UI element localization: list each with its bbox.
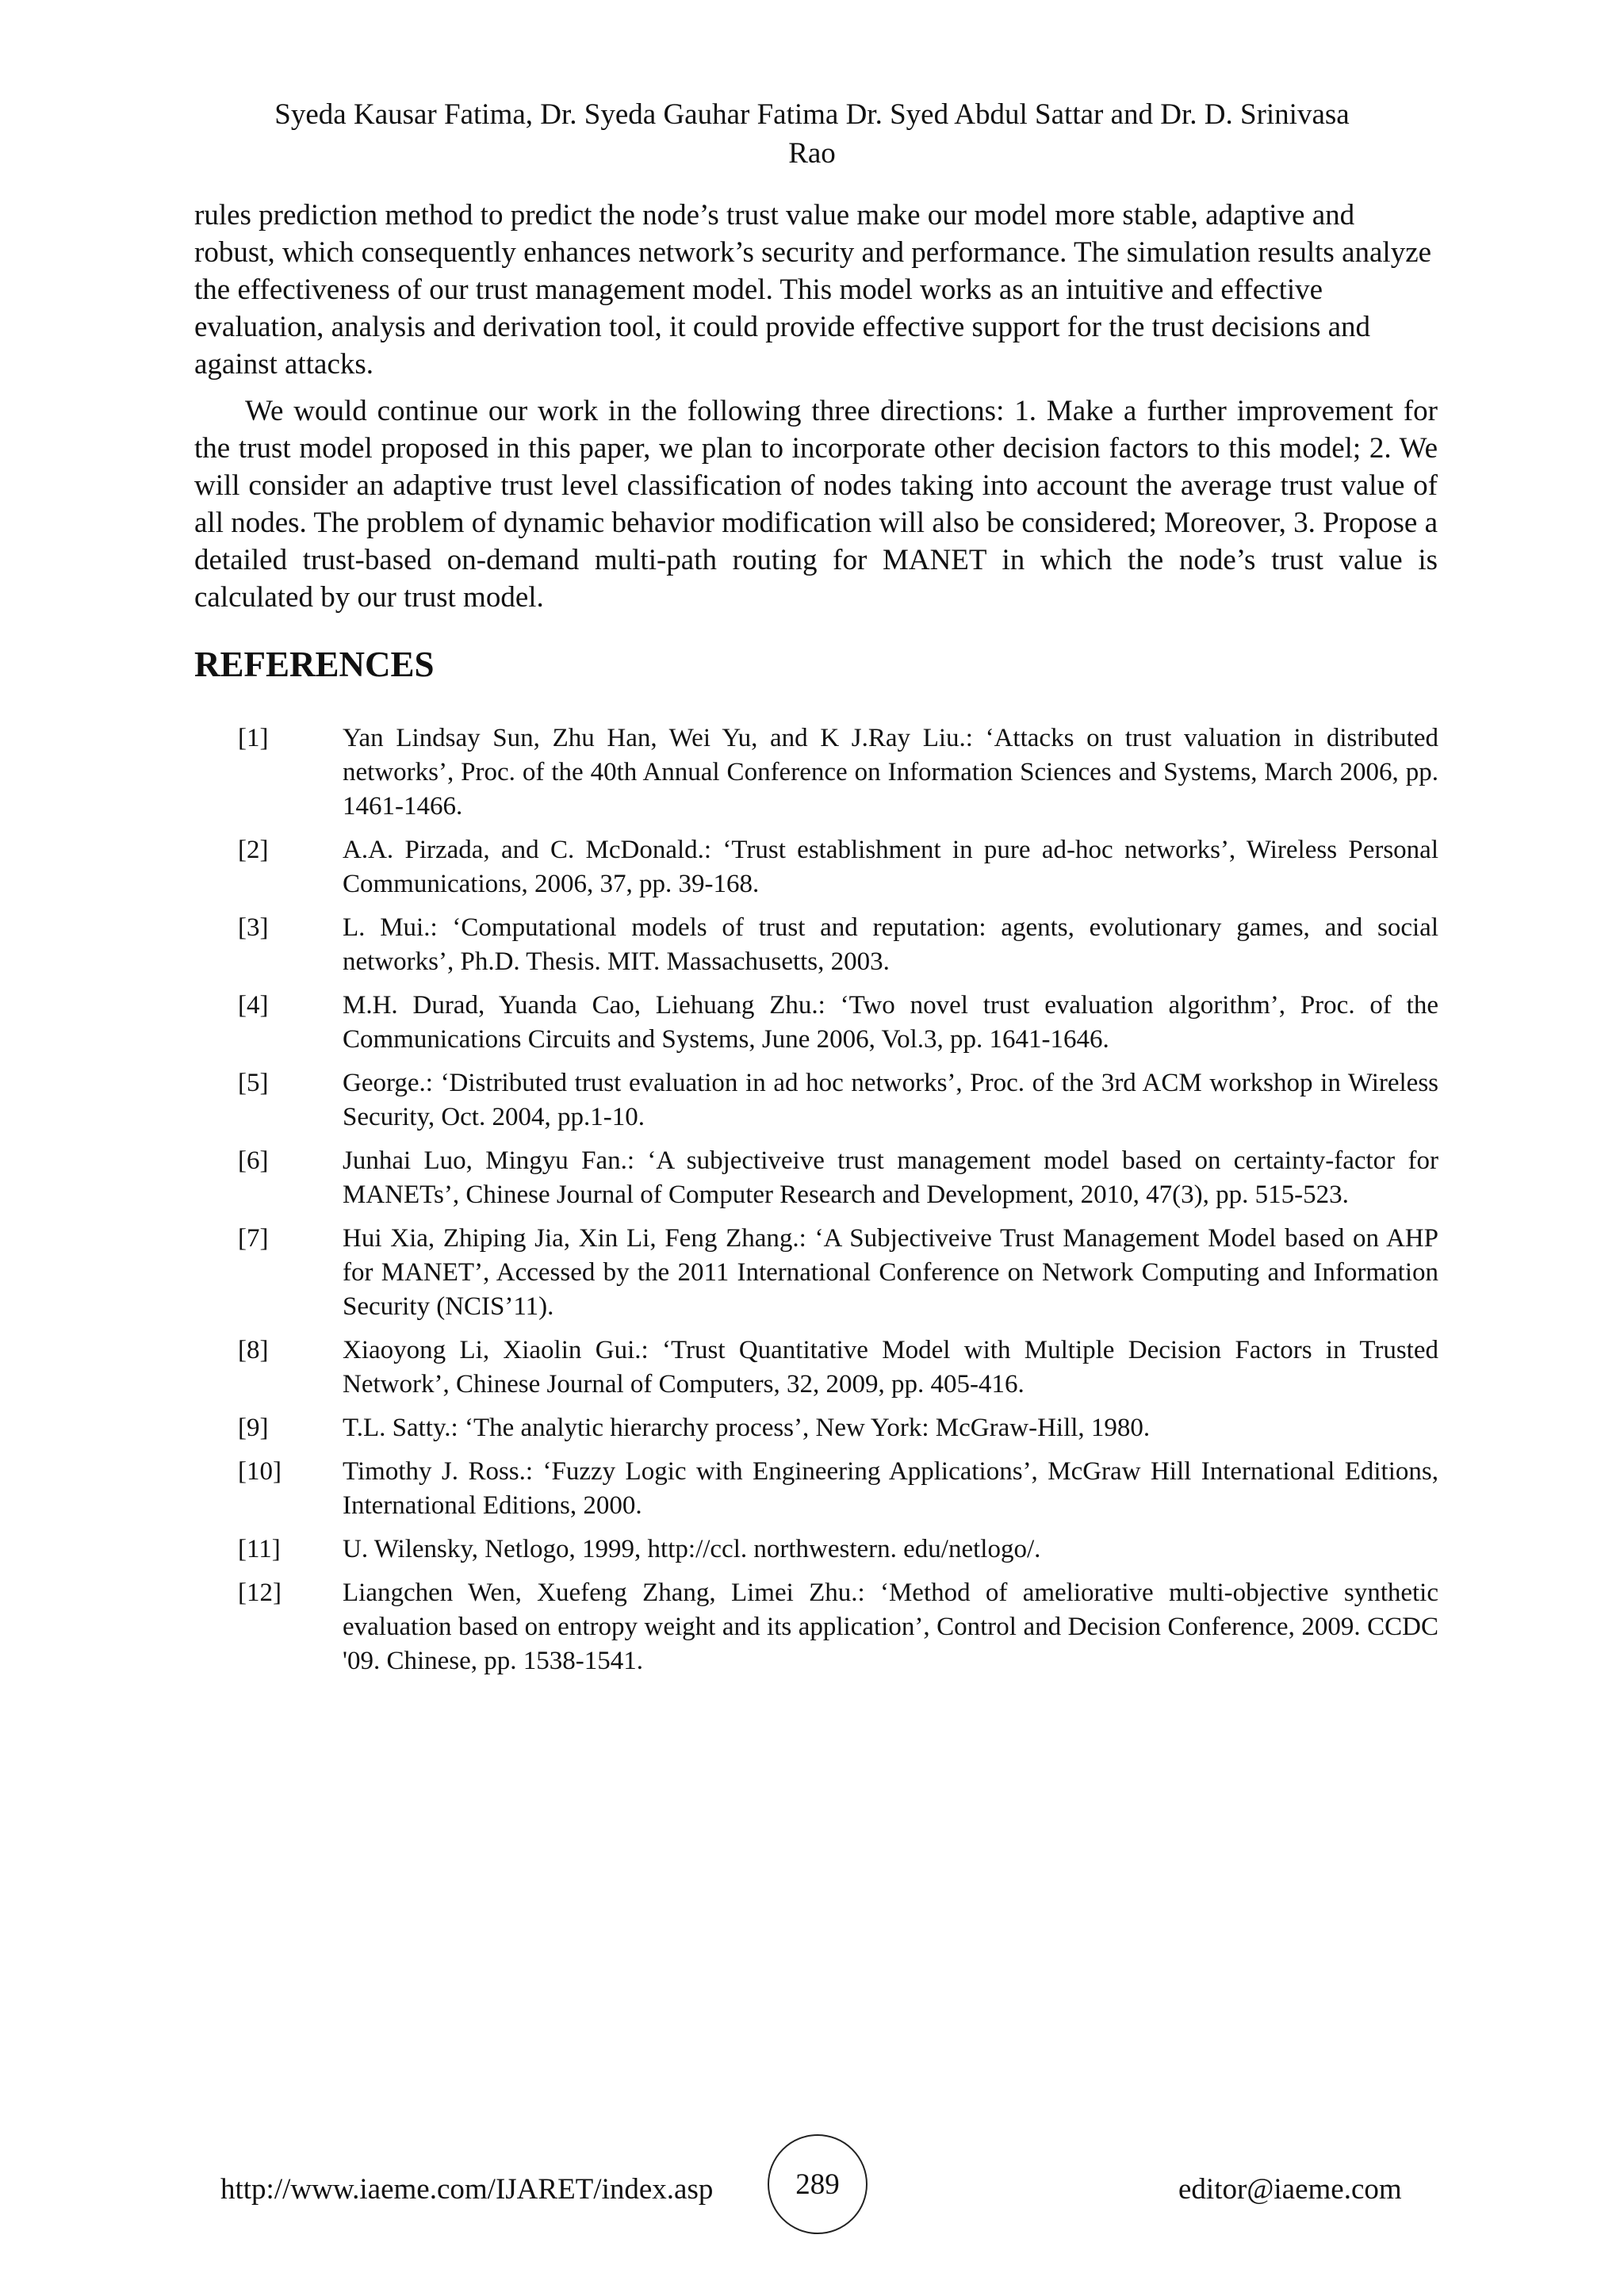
reference-number: [1] xyxy=(238,724,269,752)
page-number-circle xyxy=(768,2134,868,2234)
reference-number: [3] xyxy=(238,913,269,942)
reference-text: Timothy J. Ross.: ‘Fuzzy Logic with Engineering Applications’, McGraw Hill International Editions, International Editions, 2000. xyxy=(343,1457,1438,1520)
header-authors-line1: Syeda Kausar Fatima, Dr. Syeda Gauhar Fatima Dr. Syed Abdul Sattar and Dr. D. Srinivasa xyxy=(274,98,1350,131)
reference-text: Yan Lindsay Sun, Zhu Han, Wei Yu, and K J.Ray Liu.: ‘Attacks on trust valuation in distributed networks’, Proc. of the 40th Annual Conference on Information Sciences and Systems, March 2006, pp. 1461-1466. xyxy=(343,724,1438,821)
reference-item xyxy=(238,1066,1438,1135)
reference-text: L. Mui.: ‘Computational models of trust and reputation: agents, evolutionary games, and social networks’, Ph.D. Thesis. MIT. Massachusetts, 2003. xyxy=(343,913,1438,976)
reference-text: Junhai Luo, Mingyu Fan.: ‘A subjectiveive trust management model based on certainty-factor for MANETs’, Chinese Journal of Computer Research and Development, 2010, 47(3), pp. 515-523. xyxy=(343,1146,1438,1209)
reference-text: Hui Xia, Zhiping Jia, Xin Li, Feng Zhang.: ‘A Subjectiveive Trust Management Model based on AHP for MANET’, Accessed by the 2011 International Conference on Network Computing and Information Security (NCIS’11). xyxy=(343,1224,1438,1321)
reference-number: [6] xyxy=(238,1146,269,1175)
reference-text: Xiaoyong Li, Xiaolin Gui.: ‘Trust Quantitative Model with Multiple Decision Factors in Trusted Network’, Chinese Journal of Computers, 32, 2009, pp. 405-416. xyxy=(343,1336,1438,1399)
reference-number: [7] xyxy=(238,1224,269,1253)
reference-list xyxy=(238,721,1438,1688)
reference-item xyxy=(238,833,1438,901)
reference-number: [10] xyxy=(238,1457,282,1486)
header-authors-line2: Rao xyxy=(788,137,836,170)
reference-number: [5] xyxy=(238,1069,269,1097)
reference-text: George.: ‘Distributed trust evaluation in ad hoc networks’, Proc. of the 3rd ACM workshop in Wireless Security, Oct. 2004, pp.1-10. xyxy=(343,1069,1438,1131)
reference-number: [12] xyxy=(238,1578,282,1607)
page-footer xyxy=(0,2131,1624,2242)
footer-url[interactable]: http://www.iaeme.com/IJARET/index.asp xyxy=(220,2173,714,2206)
paragraph-future-work: We would continue our work in the following three directions: 1. Make a further improvement for the trust model proposed in this paper, we plan to incorporate other decision factors to this model; 2. We will consider an adaptive trust level classification of nodes taking into account the average trust value of all nodes. The problem of dynamic behavior modification will also be considered; Moreover, 3. Propose a detailed trust-based on-demand multi-path routing for MANET in which the node’s trust value is calculated by our trust model. xyxy=(194,395,1438,614)
reference-item xyxy=(238,1455,1438,1523)
reference-number: [9] xyxy=(238,1414,269,1442)
reference-item xyxy=(238,1334,1438,1402)
running-header xyxy=(182,95,1442,173)
reference-item xyxy=(238,1533,1438,1567)
references-heading: REFERENCES xyxy=(194,645,435,684)
reference-number: [2] xyxy=(238,836,269,864)
reference-item xyxy=(238,721,1438,824)
reference-item xyxy=(238,911,1438,979)
reference-number: [4] xyxy=(238,991,269,1020)
reference-item xyxy=(238,989,1438,1057)
reference-number: [11] xyxy=(238,1535,281,1563)
reference-item xyxy=(238,1576,1438,1678)
footer-email[interactable]: editor@iaeme.com xyxy=(1178,2173,1402,2206)
reference-text: U. Wilensky, Netlogo, 1999, http://ccl. northwestern. edu/netlogo/. xyxy=(343,1535,1041,1563)
reference-number: [8] xyxy=(238,1336,269,1364)
reference-item xyxy=(238,1222,1438,1324)
reference-text: A.A. Pirzada, and C. McDonald.: ‘Trust establishment in pure ad-hoc networks’, Wireless Personal Communications, 2006, 37, pp. 39-168. xyxy=(343,836,1438,898)
reference-item xyxy=(238,1411,1438,1445)
paragraph-conclusion: rules prediction method to predict the node’s trust value make our model more stable, adaptive and robust, which consequently enhances network’s security and performance. The simulation results analyze the effectiveness of our trust management model. This model works as an intuitive and effective evaluation, analysis and derivation tool, it could provide effective support for the trust decisions and against attacks. xyxy=(194,199,1432,381)
reference-text: M.H. Durad, Yuanda Cao, Liehuang Zhu.: ‘Two novel trust evaluation algorithm’, Proc. of the Communications Circuits and Systems, June 2006, Vol.3, pp. 1641-1646. xyxy=(343,991,1438,1054)
reference-text: Liangchen Wen, Xuefeng Zhang, Limei Zhu.: ‘Method of ameliorative multi-objective synthetic evaluation based on entropy weight and its application’, Control and Decision Conference, 2009. CCDC '09. Chinese, pp. 1538-1541. xyxy=(343,1578,1438,1675)
reference-item xyxy=(238,1144,1438,1212)
body-text xyxy=(194,197,1438,616)
page-number: 289 xyxy=(795,2168,840,2201)
reference-text: T.L. Satty.: ‘The analytic hierarchy process’, New York: McGraw-Hill, 1980. xyxy=(343,1414,1151,1442)
